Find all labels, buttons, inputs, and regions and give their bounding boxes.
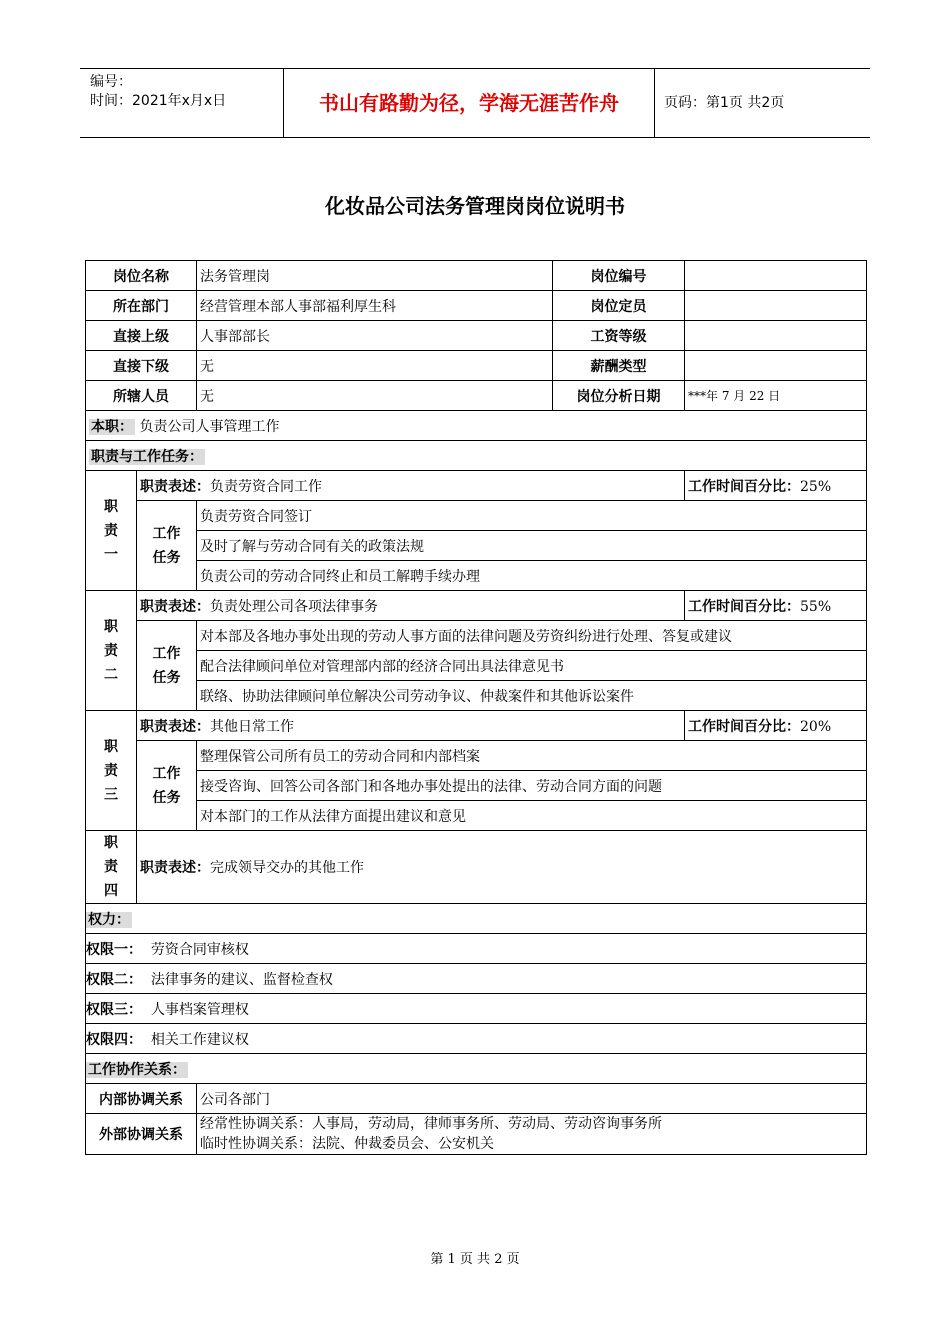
info-value xyxy=(685,291,867,321)
info-value: 法务管理岗 xyxy=(197,261,553,291)
external-line: 临时性协调关系：法院、仲裁委员会、公安机关 xyxy=(200,1136,494,1152)
duty-name-char: 四 xyxy=(104,883,118,899)
duty-desc-row xyxy=(86,711,867,741)
benzhi-value: 负责公司人事管理工作 xyxy=(139,418,280,435)
power-row xyxy=(86,934,867,964)
external-value xyxy=(197,1114,867,1155)
duty-task-row xyxy=(86,771,867,801)
duty-pct: 25% xyxy=(800,478,832,495)
duty-task-row xyxy=(86,531,867,561)
duty-name-char: 职 xyxy=(104,498,118,515)
task-item: 对本部门的工作从法律方面提出建议和意见 xyxy=(197,801,867,831)
power-header-cell xyxy=(86,904,867,934)
power-row xyxy=(86,964,867,994)
external-label: 外部协调关系 xyxy=(86,1114,197,1155)
power-label: 权限三： xyxy=(86,1001,142,1018)
coop-header-row xyxy=(86,1054,867,1084)
duty-name-char: 职 xyxy=(104,835,118,851)
duty-task-row xyxy=(86,561,867,591)
duties-header-row xyxy=(86,441,867,471)
page-footer: 第 1 页 共 2 页 xyxy=(430,1252,520,1267)
info-label: 直接下级 xyxy=(86,351,197,381)
info-value: 无 xyxy=(197,351,553,381)
info-label: 工资等级 xyxy=(553,321,685,351)
duty-name-char: 责 xyxy=(104,642,118,659)
duty-pct-label: 工作时间百分比： xyxy=(688,598,800,615)
duty-name-char: 职 xyxy=(104,738,118,755)
duty-name-char: 三 xyxy=(104,786,118,803)
duty-pct-label: 工作时间百分比： xyxy=(688,718,800,735)
power-label: 权限四： xyxy=(86,1031,142,1048)
benzhi-cell xyxy=(86,411,867,441)
duty-task-row xyxy=(86,801,867,831)
duty-desc-cell xyxy=(137,831,867,904)
duty-desc-label: 职责表述： xyxy=(140,718,210,735)
task-label-part: 任务 xyxy=(152,789,181,806)
power-header-row xyxy=(86,904,867,934)
power-cell xyxy=(86,994,867,1024)
power-label: 权限二： xyxy=(86,971,142,988)
duty-pct-cell xyxy=(685,711,867,741)
duty-desc-cell xyxy=(137,471,685,501)
duty-name-char: 责 xyxy=(104,859,118,875)
coop-external-row xyxy=(86,1114,867,1155)
duty-desc-row xyxy=(86,591,867,621)
task-label xyxy=(137,621,197,711)
duty-desc-label: 职责表述： xyxy=(140,860,210,876)
duty-desc: 完成领导交办的其他工作 xyxy=(210,860,364,876)
document-title: 化妆品公司法务管理岗岗位说明书 xyxy=(325,194,625,218)
duty-desc: 负责处理公司各项法律事务 xyxy=(210,598,378,615)
duty-task-row xyxy=(86,651,867,681)
power-cell xyxy=(86,934,867,964)
info-value xyxy=(685,351,867,381)
info-row xyxy=(86,321,867,351)
duty-desc-cell xyxy=(137,711,685,741)
duty-name-char: 责 xyxy=(104,522,118,539)
duty-desc-label: 职责表述： xyxy=(140,598,210,615)
coop-internal-row xyxy=(86,1084,867,1114)
time-label: 时间：2021年x月x日 xyxy=(90,93,227,109)
power-value: 劳资合同审核权 xyxy=(150,941,249,958)
duty-task-row xyxy=(86,681,867,711)
duty-name xyxy=(86,831,137,904)
task-item: 接受咨询、回答公司各部门和各地办事处提出的法律、劳动合同方面的问题 xyxy=(197,771,867,801)
header-meta xyxy=(80,69,284,137)
info-value: 人事部部长 xyxy=(197,321,553,351)
duty-pct-cell xyxy=(685,591,867,621)
header-page-info: 页码：第1页 共2页 xyxy=(664,95,785,111)
duty-name-char: 职 xyxy=(104,618,118,635)
duty-task-row xyxy=(86,501,867,531)
duty-name-char: 二 xyxy=(104,666,118,683)
task-item: 联络、协助法律顾问单位解决公司劳动争议、仲裁案件和其他诉讼案件 xyxy=(197,681,867,711)
info-label: 薪酬类型 xyxy=(553,351,685,381)
power-value: 人事档案管理权 xyxy=(150,1001,249,1018)
duty-name xyxy=(86,591,137,711)
task-item: 配合法律顾问单位对管理部内部的经济合同出具法律意见书 xyxy=(197,651,867,681)
power-cell xyxy=(86,964,867,994)
info-row xyxy=(86,381,867,411)
duty-name xyxy=(86,471,137,591)
header-motto: 书山有路勤为径，学海无涯苦作舟 xyxy=(284,69,655,137)
duty-task-row xyxy=(86,621,867,651)
info-label: 岗位编号 xyxy=(553,261,685,291)
internal-value: 公司各部门 xyxy=(197,1084,867,1114)
task-item: 负责劳资合同签订 xyxy=(197,501,867,531)
task-item: 及时了解与劳动合同有关的政策法规 xyxy=(197,531,867,561)
duties-header-cell xyxy=(86,441,867,471)
info-value xyxy=(685,261,867,291)
info-value: 经营管理本部人事部福利厚生科 xyxy=(197,291,553,321)
task-item: 整理保管公司所有员工的劳动合同和内部档案 xyxy=(197,741,867,771)
info-row xyxy=(86,261,867,291)
task-label-part: 工作 xyxy=(152,645,181,662)
task-label-part: 工作 xyxy=(152,525,181,542)
benzhi-row xyxy=(86,411,867,441)
task-label-part: 工作 xyxy=(152,765,181,782)
info-value: 无 xyxy=(197,381,553,411)
duties-header: 职责与工作任务： xyxy=(91,448,203,465)
power-value: 相关工作建议权 xyxy=(150,1031,249,1048)
info-label: 岗位分析日期 xyxy=(553,381,685,411)
info-row xyxy=(86,291,867,321)
power-value: 法律事务的建议、监督检查权 xyxy=(150,971,333,988)
info-label: 所在部门 xyxy=(86,291,197,321)
coop-header: 工作协作关系： xyxy=(88,1061,186,1078)
power-row xyxy=(86,1024,867,1054)
duty-desc: 其他日常工作 xyxy=(210,718,294,735)
duty-desc-label: 职责表述： xyxy=(140,478,210,495)
info-label: 岗位定员 xyxy=(553,291,685,321)
duty-name-char: 一 xyxy=(104,546,118,563)
coop-header-cell xyxy=(86,1054,867,1084)
task-label xyxy=(137,501,197,591)
duty-desc-row xyxy=(86,831,867,904)
benzhi-label: 本职： xyxy=(91,418,133,435)
duty-name-char: 责 xyxy=(104,762,118,779)
task-item: 负责公司的劳动合同终止和员工解聘手续办理 xyxy=(197,561,867,591)
duty-desc-cell xyxy=(137,591,685,621)
info-value xyxy=(685,321,867,351)
duty-desc-row xyxy=(86,471,867,501)
duty-pct-label: 工作时间百分比： xyxy=(688,478,800,495)
info-label: 岗位名称 xyxy=(86,261,197,291)
duty-pct-cell xyxy=(685,471,867,501)
info-row xyxy=(86,351,867,381)
info-label: 所辖人员 xyxy=(86,381,197,411)
power-row xyxy=(86,994,867,1024)
power-label: 权限一： xyxy=(86,941,142,958)
job-description-table xyxy=(85,260,867,1155)
task-label-part: 任务 xyxy=(152,549,181,566)
page-header xyxy=(80,68,870,138)
internal-label: 内部协调关系 xyxy=(86,1084,197,1114)
task-label xyxy=(137,741,197,831)
task-item: 对本部及各地办事处出现的劳动人事方面的法律问题及劳资纠纷进行处理、答复或建议 xyxy=(197,621,867,651)
duty-pct: 20% xyxy=(800,718,832,735)
info-label: 直接上级 xyxy=(86,321,197,351)
duty-task-row xyxy=(86,741,867,771)
task-label-part: 任务 xyxy=(152,669,181,686)
analysis-date: ***年 7 月 22 日 xyxy=(685,381,867,411)
power-cell xyxy=(86,1024,867,1054)
duty-pct: 55% xyxy=(800,598,832,615)
number-label: 编号： xyxy=(90,74,132,90)
duty-name xyxy=(86,711,137,831)
power-header: 权力： xyxy=(88,911,130,928)
duty-desc: 负责劳资合同工作 xyxy=(210,478,322,495)
external-line: 经常性协调关系：人事局，劳动局，律师事务所、劳动局、劳动咨询事务所 xyxy=(200,1116,662,1132)
